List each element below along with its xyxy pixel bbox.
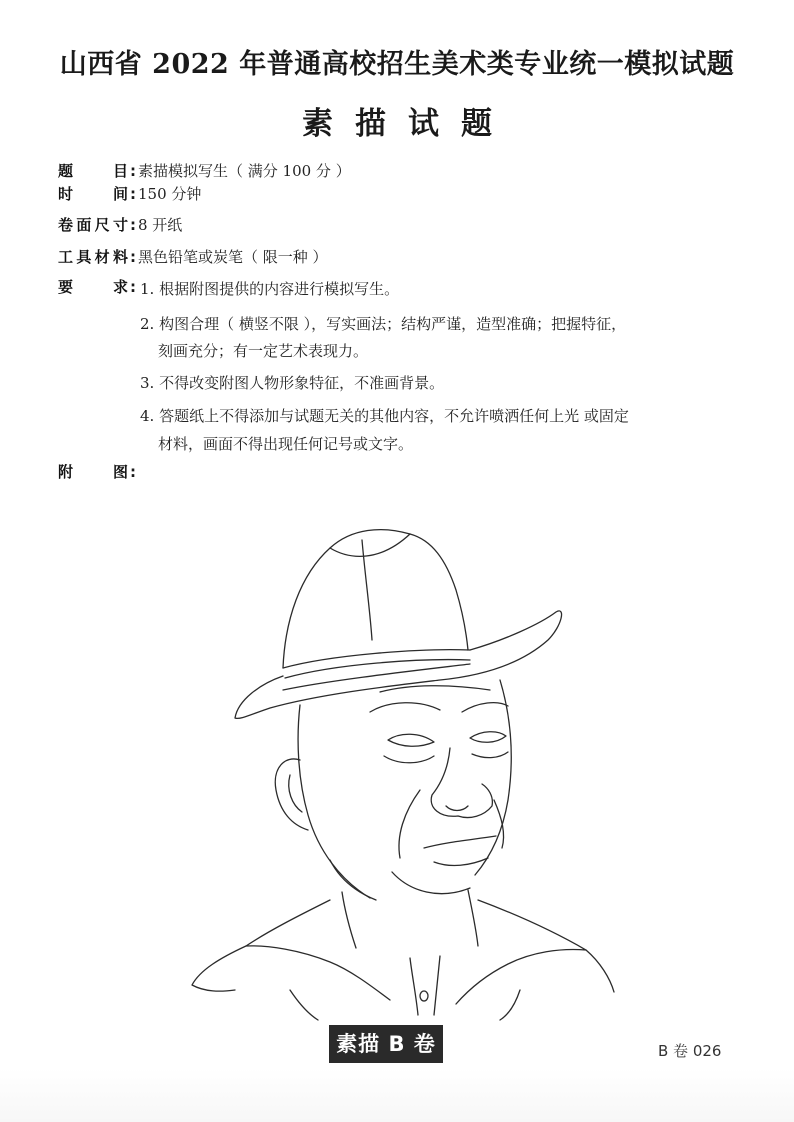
time-value: 150 分钟 <box>138 185 202 203</box>
under-eye-left <box>384 756 434 763</box>
hat-crown-outline <box>283 530 468 668</box>
shoulder-left <box>192 946 246 991</box>
under-eye-right <box>472 752 508 758</box>
nasolabial-right <box>494 800 504 848</box>
collar-right <box>456 900 586 1004</box>
info-row-requirements: 要求 : <box>58 278 136 296</box>
exam-title: 山西省 2022 年普通高校招生美术类专业统一模拟试题 <box>59 49 735 80</box>
forehead-wrinkle <box>380 686 490 692</box>
hat-band <box>283 650 470 668</box>
right-eye <box>470 732 506 743</box>
nose <box>431 748 492 818</box>
paper-code: B 卷 026 <box>658 1042 722 1060</box>
info-row-topic: 题目 : 素描模拟写生（ 满分 100 分 ） <box>58 162 351 180</box>
mouth <box>424 836 496 848</box>
right-brow <box>462 703 508 712</box>
materials-label: 工具材料 <box>58 248 128 266</box>
time-label: 时间 <box>58 185 128 203</box>
lower-lip <box>434 858 488 865</box>
figure-label: 附图 <box>58 463 128 481</box>
exam-subtitle: 素描试题 <box>302 106 514 142</box>
left-brow <box>370 703 440 712</box>
requirement-item: 4. 答题纸上不得添加与试题无关的其他内容，不允许喷洒任何上光 或固定 <box>140 407 629 425</box>
topic-value: 素描模拟写生（ 满分 100 分 ） <box>138 162 351 180</box>
nasolabial-left <box>399 790 420 858</box>
nose-nostril <box>446 806 468 811</box>
info-row-paper-size: 卷面尺寸 : 8 开纸 <box>58 216 183 234</box>
shirt-fold-right <box>500 990 520 1020</box>
paper-size-value: 8 开纸 <box>138 216 183 234</box>
requirement-item: 材料，画面不得出现任何记号或文字。 <box>158 435 414 453</box>
neck-right <box>468 890 478 946</box>
requirement-item: 3. 不得改变附图人物形象特征，不准画背景。 <box>140 374 445 392</box>
requirement-item: 2. 构图合理（ 横竖不限 ），写实画法；结构严谨，造型准确；把握特征， <box>140 315 627 333</box>
requirement-item: 1. 根据附图提供的内容进行模拟写生。 <box>140 280 400 298</box>
requirements-label: 要求 <box>58 278 128 296</box>
jowl <box>330 860 376 900</box>
topic-label: 题目 <box>58 162 128 180</box>
hat-brim <box>235 611 562 718</box>
info-row-time: 时间 : 150 分钟 <box>58 185 202 203</box>
neck-left <box>342 892 356 948</box>
placket-left <box>410 958 418 1015</box>
shirt-fold-left <box>290 990 318 1020</box>
info-row-materials: 工具材料 : 黑色铅笔或炭笔（ 限一种 ） <box>58 248 328 266</box>
materials-value: 黑色铅笔或炭笔（ 限一种 ） <box>138 248 328 266</box>
left-eye <box>388 734 434 746</box>
hat-crown-crease <box>330 534 410 556</box>
shirt-button <box>420 991 428 1001</box>
paper-version-badge: 素描 B 卷 <box>329 1025 443 1063</box>
face-right-side <box>475 680 511 875</box>
face-left-side <box>298 705 370 898</box>
placket-right <box>434 956 440 1015</box>
paper-size-label: 卷面尺寸 <box>58 216 128 234</box>
requirement-item: 刻画充分；有一定艺术表现力。 <box>158 342 369 360</box>
chin <box>392 872 470 894</box>
shoulder-right <box>586 950 614 992</box>
info-row-figure: 附图 : <box>58 463 136 481</box>
page-bottom-shade <box>0 1068 794 1122</box>
collar-left <box>246 900 390 1000</box>
ear-inner <box>289 775 302 812</box>
